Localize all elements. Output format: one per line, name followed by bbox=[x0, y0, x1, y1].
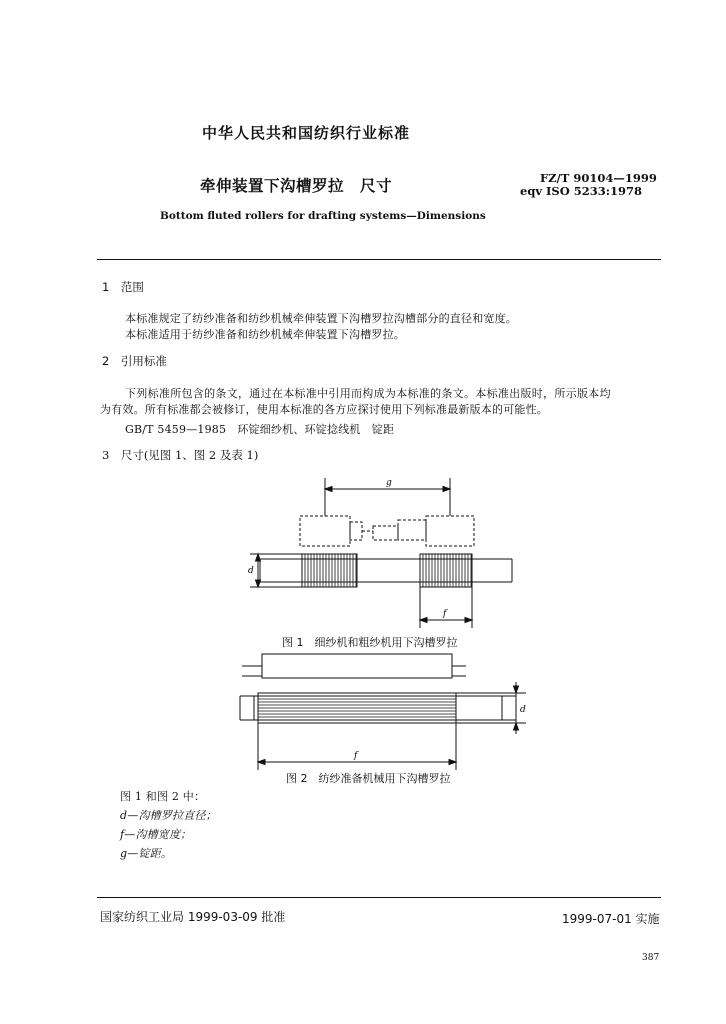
legend-f: f—沟槽宽度； bbox=[120, 828, 192, 841]
figure-1-label-g: g bbox=[386, 478, 392, 488]
footer-rule bbox=[97, 897, 661, 898]
english-title: Bottom fluted rollers for drafting systems—Dimensions bbox=[160, 210, 486, 222]
figure-2-drawing bbox=[234, 648, 530, 776]
figure-1-caption: 图 1 细纱机和粗纱机用下沟槽罗拉 bbox=[282, 636, 458, 649]
industry-standard-title: 中华人民共和国纺织行业标准 bbox=[202, 124, 411, 142]
header-rule bbox=[97, 259, 661, 260]
section-2-heading: 2 引用标准 bbox=[102, 354, 167, 368]
figure-2-label-f: f bbox=[354, 751, 358, 761]
legend-d: d—沟槽罗拉直径； bbox=[120, 809, 217, 822]
figure-2-label-d: d bbox=[520, 705, 526, 715]
figure-1-label-d: d bbox=[248, 566, 254, 576]
section-1-paragraph-2: 本标准适用于纺纱准备和纺纱机械牵伸装置下沟槽罗拉。 bbox=[125, 328, 405, 341]
section-1-paragraph-1: 本标准规定了纺纱准备和纺纱机械牵伸装置下沟槽罗拉沟槽部分的直径和宽度。 bbox=[125, 312, 517, 325]
standard-code: FZ/T 90104—1999 bbox=[540, 171, 657, 185]
approval-line: 国家纺织工业局 1999-03-09 批准 bbox=[100, 910, 286, 924]
figure-1-label-f: f bbox=[443, 609, 447, 619]
legend-g: g—锭距。 bbox=[120, 847, 173, 860]
figure-1-drawing bbox=[240, 470, 530, 632]
document-title: 牵伸装置下沟槽罗拉 尺寸 bbox=[200, 177, 393, 195]
section-1-heading: 1 范围 bbox=[102, 280, 144, 294]
section-3-heading: 3 尺寸(见图 1、图 2 及表 1) bbox=[102, 448, 259, 462]
section-2-paragraph-line-1: 下列标准所包含的条文，通过在本标准中引用而构成为本标准的条文。本标准出版时，所示版本均 bbox=[125, 387, 611, 400]
effective-date: 1999-07-01 实施 bbox=[562, 912, 660, 926]
section-2-paragraph-line-2: 为有效。所有标准都会被修订，使用本标准的各方应探讨使用下列标准最新版本的可能性。 bbox=[100, 403, 548, 416]
figure-2-caption: 图 2 纺纱准备机械用下沟槽罗拉 bbox=[286, 772, 451, 785]
referenced-standard: GB/T 5459—1985 环锭细纱机、环锭捻线机 锭距 bbox=[125, 423, 395, 436]
legend-intro: 图 1 和图 2 中： bbox=[120, 790, 206, 803]
page-number: 387 bbox=[642, 953, 660, 963]
equivalent-standard: eqv ISO 5233:1978 bbox=[520, 184, 643, 198]
